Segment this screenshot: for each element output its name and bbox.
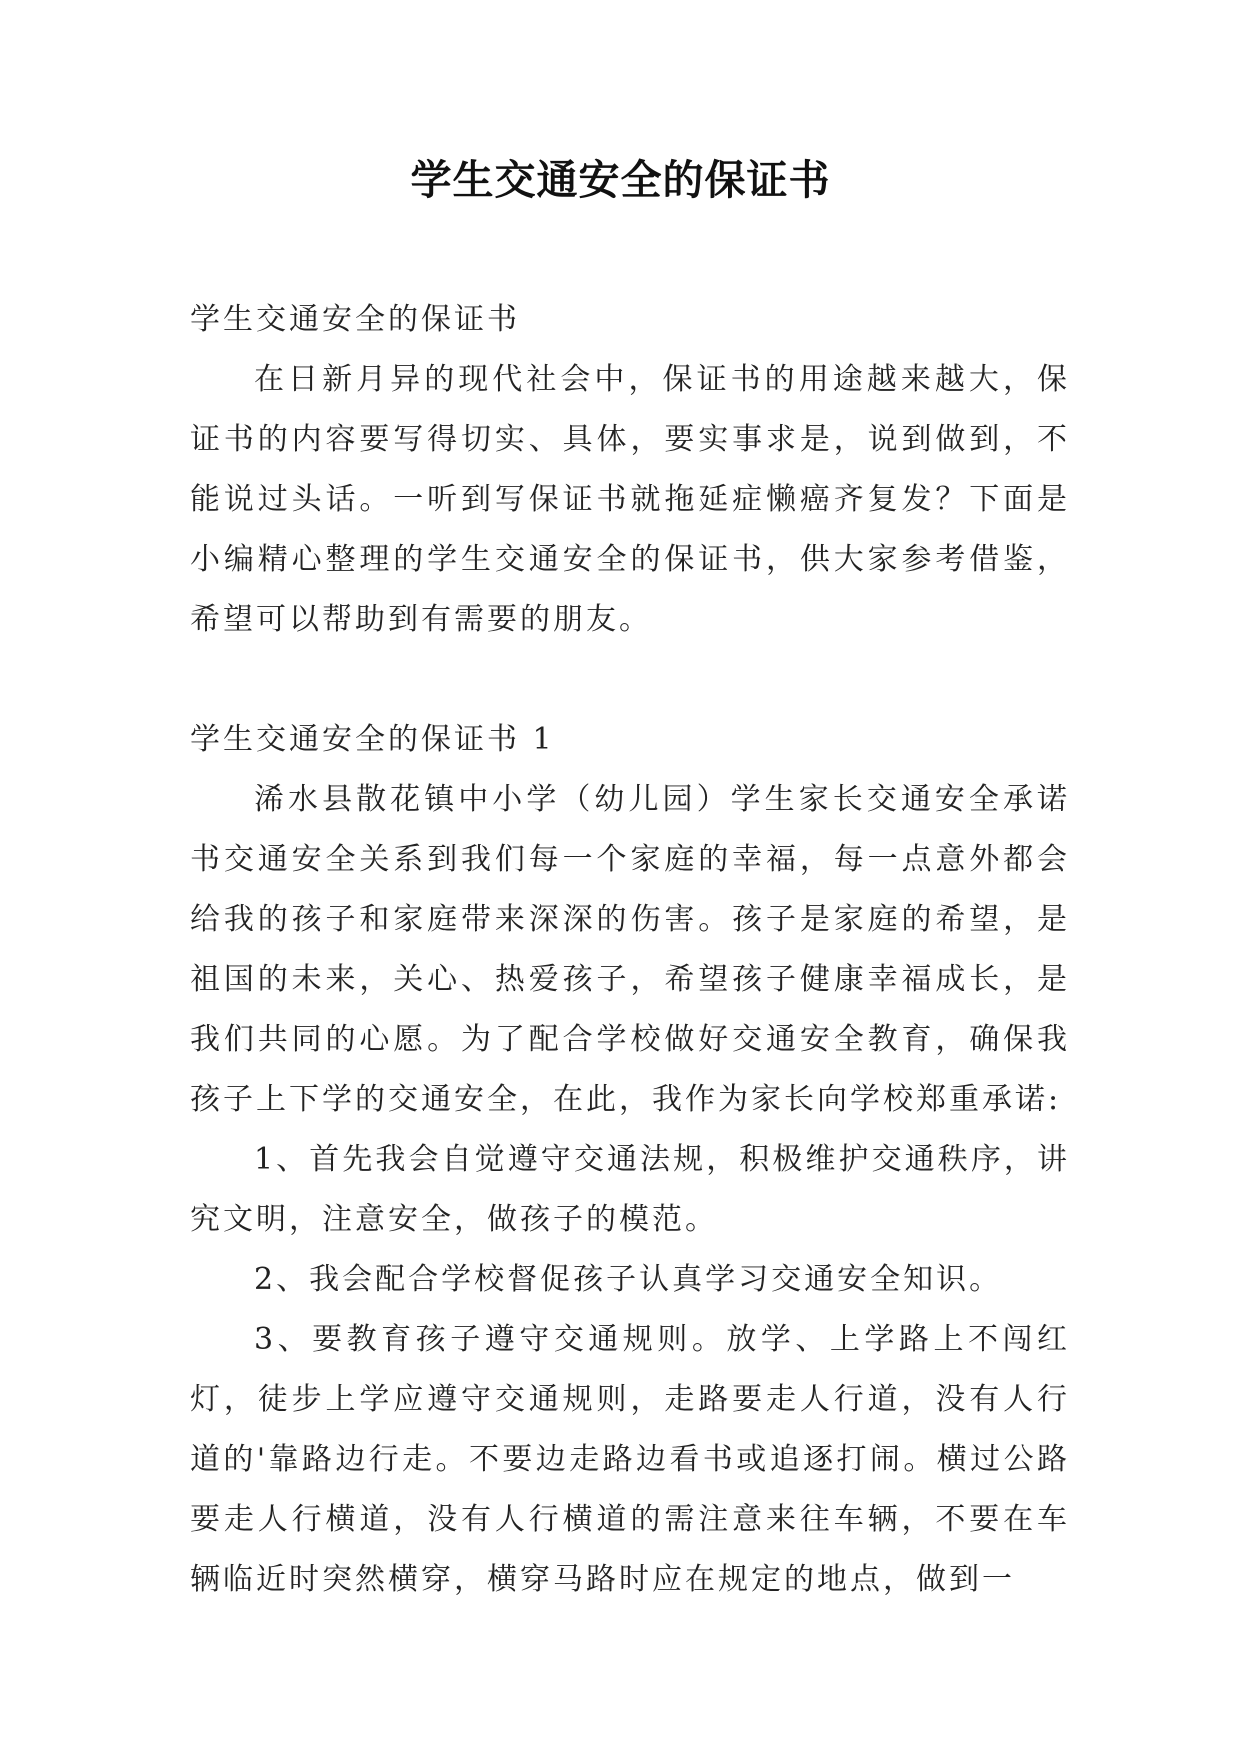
section-paragraph: 浠水县散花镇中小学（幼儿园）学生家长交通安全承诺书交通安全关系到我们每一个家庭的幸福，每一点意外都会给我的孩子和家庭带来深深的伤害。孩子是家庭的希望，是祖国的未来，关心、热爱孩子，希望孩子健康幸福成长，是我们共同的心愿。为了配合学校做好交通安全教育，确保我孩子上下学的交通安全，在此，我作为家长向学校郑重承诺:: [190, 782, 1070, 1117]
list-item: 3、要教育孩子遵守交通规则。放学、上学路上不闯红灯，徒步上学应遵守交通规则，走路要走人行道，没有人行道的'靠路边行走。不要边走路边看书或追逐打闹。横过公路要走人行横道，没有人行横道的需注意来往车辆，不要在车辆临近时突然横穿，横穿马路时应在规定的地点，做到一: [190, 1322, 1070, 1597]
section-heading: 学生交通安全的保证书 1: [190, 722, 555, 757]
paragraph-spacer: [190, 650, 1070, 710]
list-item: 2、我会配合学校督促孩子认真学习交通安全知识。: [254, 1262, 1003, 1297]
document-title: 学生交通安全的保证书: [410, 156, 831, 204]
intro-heading: 学生交通安全的保证书: [190, 302, 520, 337]
intro-paragraph: 在日新月异的现代社会中，保证书的用途越来越大，保证书的内容要写得切实、具体，要实事求是，说到做到，不能说过头话。一听到写保证书就拖延症懒癌齐复发？下面是小编精心整理的学生交通安全的保证书，供大家参考借鉴，希望可以帮助到有需要的朋友。: [190, 362, 1070, 637]
list-item: 1、首先我会自觉遵守交通法规，积极维护交通秩序，讲究文明，注意安全，做孩子的模范。: [190, 1142, 1070, 1237]
document-body: [190, 290, 1070, 1610]
